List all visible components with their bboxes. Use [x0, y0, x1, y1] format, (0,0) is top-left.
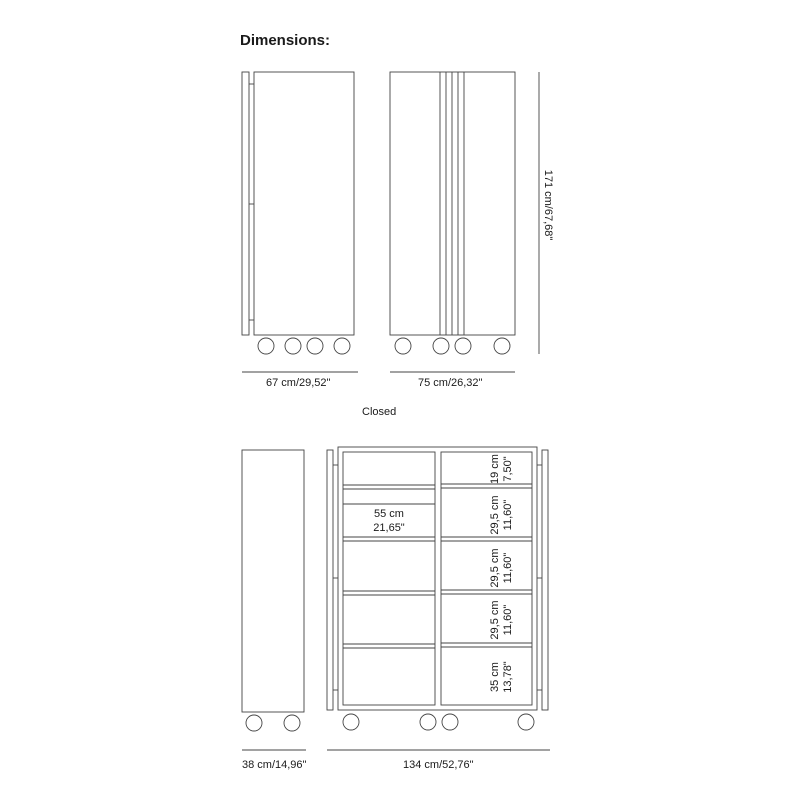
closed-front-width-label: 75 cm/26,32" [418, 377, 483, 389]
caster-wheel [455, 338, 471, 354]
closed-label: Closed [362, 406, 397, 418]
page-title: Dimensions: [240, 32, 331, 49]
caster-wheel [395, 338, 411, 354]
closed-height-label: 171 cm/67,68" [542, 169, 554, 241]
left-compartment [343, 452, 435, 705]
caster-wheel [334, 338, 350, 354]
svg-text:11,60": 11,60" [502, 604, 514, 636]
caster-wheel [258, 338, 274, 354]
caster-wheel [494, 338, 510, 354]
caster-wheel [433, 338, 449, 354]
svg-text:11,60": 11,60" [502, 552, 514, 584]
open-width-label: 134 cm/52,76" [403, 759, 474, 771]
caster-wheel [246, 715, 262, 731]
caster-wheel [285, 338, 301, 354]
shelf-height-label [489, 661, 514, 693]
open-side-view [242, 450, 304, 731]
closed-front-view [390, 72, 515, 354]
shelf-width-cm: 55 cm [374, 508, 404, 520]
right-compartment [441, 452, 532, 705]
open-depth-label: 38 cm/14,96" [242, 759, 307, 771]
svg-text:35 cm: 35 cm [489, 662, 501, 692]
svg-text:29,5 cm: 29,5 cm [489, 548, 501, 588]
svg-text:29,5 cm: 29,5 cm [489, 495, 501, 535]
caster-wheel [307, 338, 323, 354]
svg-text:11,60": 11,60" [502, 499, 514, 531]
svg-text:19 cm: 19 cm [489, 454, 501, 484]
closed-side-width-label: 67 cm/29,52" [266, 377, 331, 389]
svg-text:7,50": 7,50" [502, 456, 514, 482]
left-door [327, 450, 333, 710]
caster-wheel [420, 714, 436, 730]
shelf-height-label [489, 548, 514, 587]
caster-wheel [518, 714, 534, 730]
closed-side-view [242, 72, 354, 354]
shelf-height-label [489, 495, 514, 534]
caster-wheel [343, 714, 359, 730]
caster-wheel [284, 715, 300, 731]
svg-text:29,5 cm: 29,5 cm [489, 600, 501, 640]
svg-text:13,78": 13,78" [502, 661, 514, 693]
shelf-width-inch: 21,65" [373, 522, 405, 534]
shelf-height-label [489, 454, 514, 484]
right-door [542, 450, 548, 710]
open-front-view [327, 447, 548, 730]
shelf-height-label [489, 600, 514, 639]
caster-wheel [442, 714, 458, 730]
